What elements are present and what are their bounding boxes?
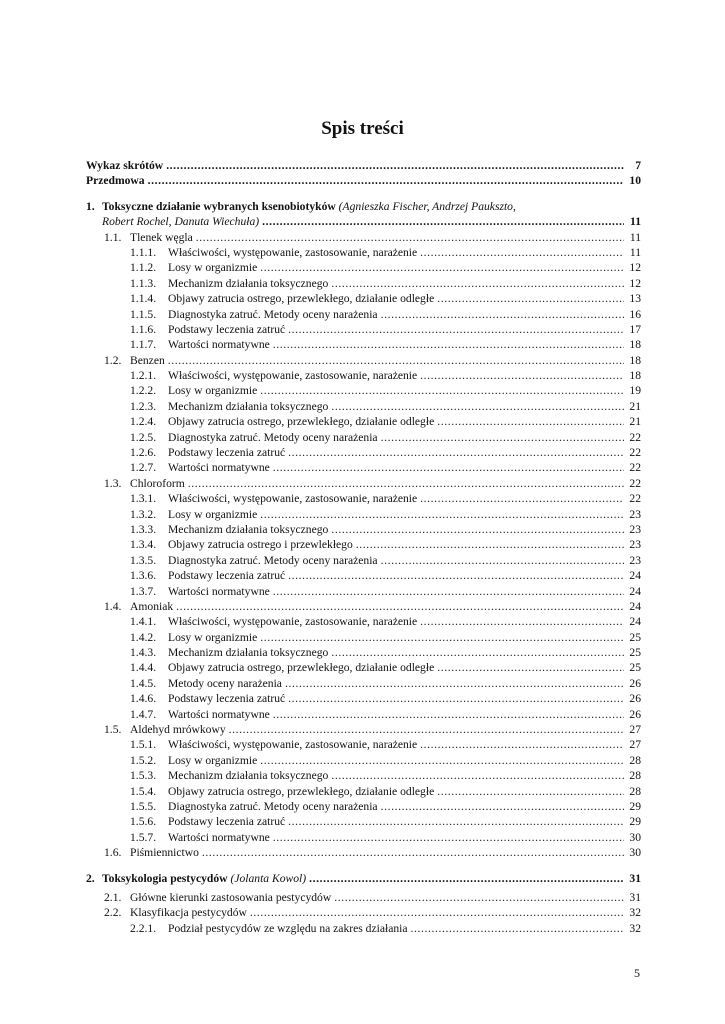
- toc-entry-page: 22: [629, 430, 641, 444]
- toc-subsection[interactable]: [86, 368, 641, 383]
- toc-entry-number: 1.3.1.: [130, 492, 157, 506]
- toc-entry-number: 1.2.4.: [130, 415, 157, 429]
- toc-entry-title: Piśmiennictwo: [130, 846, 199, 860]
- dot-leader: [420, 491, 624, 506]
- toc-entry-page: 16: [629, 307, 641, 321]
- toc-entry-number: 1.1.5.: [130, 307, 157, 321]
- dot-leader: [288, 568, 624, 583]
- toc-entry-number: 1.2.7.: [130, 461, 157, 475]
- toc-entry-title: Wartości normatywne: [168, 338, 270, 352]
- toc-entry-title: Tlenek węgla: [130, 230, 193, 244]
- dot-leader: [420, 737, 624, 752]
- toc-entry-page: 31: [629, 890, 641, 904]
- dot-leader: [331, 645, 624, 660]
- dot-leader: [260, 630, 624, 645]
- dot-leader: [356, 537, 624, 552]
- toc-entry-title: Losy w organizmie: [168, 753, 258, 767]
- toc-subsection[interactable]: [86, 753, 641, 768]
- dot-leader: [273, 584, 624, 599]
- toc-entry-number: 1.1.2.: [130, 261, 157, 275]
- toc-subsection[interactable]: [86, 707, 641, 722]
- toc-subsection[interactable]: [86, 537, 641, 552]
- toc-entry-page: 29: [629, 800, 641, 813]
- toc-entry-front-1[interactable]: [86, 173, 641, 188]
- toc-chapter-1[interactable]: [86, 199, 641, 214]
- toc-entry-number: 1.5.: [104, 723, 122, 737]
- toc-entry-title: Wartości normatywne: [168, 584, 270, 598]
- dot-leader: [176, 599, 624, 614]
- toc-section[interactable]: [86, 890, 641, 905]
- dot-leader: [273, 337, 624, 352]
- dot-leader: [229, 722, 624, 737]
- toc-entry-title: Mechanizm działania toksycznego: [168, 646, 329, 660]
- toc-entry-page: 10: [629, 174, 641, 188]
- toc-entry-page: 24: [629, 584, 641, 598]
- toc-entry-title: Diagnostyka zatruć. Metody oceny narażenia: [168, 430, 378, 444]
- toc-entry-title: Losy w organizmie: [168, 630, 258, 644]
- toc-entry-number: 1.2.3.: [130, 399, 157, 413]
- toc-subsection[interactable]: [86, 661, 641, 676]
- toc-subsection[interactable]: [86, 799, 641, 814]
- toc-entry-number: 1.2.5.: [130, 430, 157, 444]
- dot-leader: [250, 905, 624, 920]
- toc-entry-title: Chloroform: [130, 476, 185, 490]
- toc-entry-title: Właściwości, występowanie, zastosowanie, narażenie: [168, 492, 418, 506]
- toc-entry-page: 29: [629, 815, 641, 829]
- toc-entry-title: Właściwości, występowanie, zastosowanie, narażenie: [168, 738, 418, 752]
- dot-leader: [260, 507, 624, 522]
- toc-subsection[interactable]: [86, 291, 641, 306]
- dot-leader: [411, 921, 624, 936]
- toc-subsection[interactable]: [86, 645, 641, 660]
- toc-entry-page: 22: [629, 476, 641, 490]
- toc-entry-title: Podstawy leczenia zatruć: [168, 322, 286, 336]
- toc-chapter-number: 2.: [86, 871, 95, 885]
- toc-entry-page: 32: [629, 906, 641, 920]
- dot-leader: [148, 173, 624, 188]
- toc-chapter-number: 1.: [86, 199, 95, 213]
- toc-entry-title: Podstawy leczenia zatruć: [168, 569, 286, 583]
- toc-entry-number: 1.1.6.: [130, 322, 157, 336]
- toc-section[interactable]: [86, 905, 641, 920]
- toc-subsection[interactable]: [86, 460, 641, 475]
- toc-entry-title: Podstawy leczenia zatruć: [168, 815, 286, 829]
- toc-entry-page: 11: [630, 215, 641, 229]
- toc-entry-title: Główne kierunki zastosowania pestycydów: [130, 890, 332, 904]
- dot-leader: [437, 660, 624, 675]
- toc-entry-title: Aldehyd mrówkowy: [130, 723, 226, 737]
- dot-leader: [420, 614, 624, 629]
- toc-subsection[interactable]: [86, 522, 641, 537]
- toc-subsection[interactable]: [86, 414, 641, 429]
- toc-entry-number: 1.3.6.: [130, 569, 157, 583]
- toc-section[interactable]: [86, 845, 641, 860]
- dot-leader: [202, 845, 624, 860]
- toc-entry-page: 18: [629, 369, 641, 383]
- dot-leader: [331, 276, 624, 291]
- toc-section[interactable]: [86, 599, 641, 614]
- dot-leader: [288, 691, 624, 706]
- toc-entry-number: 1.1.7.: [130, 338, 157, 352]
- toc-entry-page: 24: [629, 599, 641, 613]
- toc-entry-number: 1.3.2.: [130, 507, 157, 521]
- toc-entry-number: 2.2.: [104, 906, 122, 920]
- toc-subsection[interactable]: [86, 814, 641, 829]
- toc-chapter-authors: Robert Rochel, Danuta Wiechuła: [102, 215, 256, 229]
- dot-leader: [262, 214, 624, 229]
- toc-section[interactable]: [86, 722, 641, 737]
- toc-entry-page: 23: [629, 538, 641, 552]
- toc-entry-page: 28: [629, 784, 641, 798]
- toc-chapter-2[interactable]: [86, 871, 641, 886]
- dot-leader: [260, 753, 624, 768]
- toc-subsection[interactable]: [86, 245, 641, 260]
- toc-entry-page: 28: [629, 769, 641, 783]
- toc-entry-page: 18: [629, 338, 641, 352]
- toc-entry-number: 2.1.: [104, 890, 122, 904]
- toc-entry-page: 24: [629, 569, 641, 583]
- dot-leader: [381, 553, 624, 568]
- toc-subsection[interactable]: [86, 737, 641, 752]
- toc-entry-page: 22: [629, 492, 641, 506]
- toc-subsection[interactable]: [86, 445, 641, 460]
- toc-entry-title: Klasyfikacja pestycydów: [130, 906, 247, 920]
- toc-entry-number: 1.6.: [104, 846, 122, 860]
- toc-entry-number: 1.2.2.: [130, 384, 157, 398]
- toc-entry-title: Objawy zatrucia ostrego, przewlekłego, działanie odległe: [168, 292, 435, 306]
- toc-entry-page: 28: [629, 753, 641, 767]
- toc-entry-number: 1.4.3.: [130, 646, 157, 660]
- toc-chapter-authors: Agnieszka Fischer, Andrzej Paukszto,: [342, 199, 516, 213]
- toc-entry-title: Losy w organizmie: [168, 384, 258, 398]
- toc-chapter-authors: Jolanta Kowol: [234, 871, 303, 885]
- dot-leader: [437, 291, 624, 306]
- dot-leader: [288, 322, 624, 337]
- toc-entry-page: 25: [629, 661, 641, 675]
- chapter-1-sections: [86, 230, 641, 861]
- toc-subsection[interactable]: [86, 630, 641, 645]
- toc-entry-title: Diagnostyka zatruć. Metody oceny narażenia: [168, 553, 378, 567]
- toc-entry-page: 13: [629, 292, 641, 306]
- toc-entry-front-0[interactable]: [86, 158, 641, 173]
- toc-subsection[interactable]: [86, 276, 641, 291]
- toc-entry-title: Diagnostyka zatruć. Metody oceny narażenia: [168, 307, 378, 321]
- toc-entry-page: 23: [629, 507, 641, 521]
- page-title: Spis treści: [321, 118, 404, 139]
- toc-entry-title: Objawy zatrucia ostrego, przewlekłego, działanie odległe: [168, 784, 435, 798]
- page-number: 5: [634, 966, 640, 980]
- toc-subsection[interactable]: [86, 307, 641, 322]
- dot-leader: [273, 460, 624, 475]
- toc-subsection[interactable]: [86, 507, 641, 522]
- toc-entry-page: 23: [629, 522, 641, 536]
- toc-section[interactable]: [86, 476, 641, 491]
- toc-entry-title: Mechanizm działania toksycznego: [168, 399, 329, 413]
- dot-leader: [188, 476, 624, 491]
- toc-entry-number: 1.2.1.: [130, 369, 157, 383]
- chapter-2-sections: [86, 890, 641, 936]
- toc-section[interactable]: [86, 353, 641, 368]
- dot-leader: [168, 353, 624, 368]
- toc-entry-page: 21: [629, 399, 641, 413]
- toc-entry-number: 1.5.3.: [130, 769, 157, 783]
- toc-entry-number: 1.4.2.: [130, 630, 157, 644]
- toc-entry-page: 7: [635, 158, 641, 172]
- toc-entry-title: Mechanizm działania toksycznego: [168, 769, 329, 783]
- dot-leader: [331, 522, 624, 537]
- toc-subsection[interactable]: [86, 768, 641, 783]
- toc-entry-number: 1.5.4.: [130, 784, 157, 798]
- toc-subsection[interactable]: [86, 399, 641, 414]
- toc-entry-page: 12: [629, 276, 641, 290]
- toc-subsection[interactable]: [86, 337, 641, 352]
- toc-entry-number: 1.1.4.: [130, 292, 157, 306]
- toc-entry-page: 25: [629, 630, 641, 644]
- toc-entry-page: 18: [629, 353, 641, 367]
- toc-entry-page: 24: [629, 615, 641, 629]
- toc-subsection[interactable]: [86, 322, 641, 337]
- toc-subsection[interactable]: [86, 568, 641, 583]
- dot-leader: [381, 307, 624, 322]
- toc-entry-page: 22: [629, 461, 641, 475]
- toc-subsection[interactable]: [86, 691, 641, 706]
- toc-entry-number: 2.2.1.: [130, 921, 157, 935]
- toc-entry-page: 17: [629, 322, 641, 336]
- dot-leader: [334, 890, 624, 905]
- toc-entry-number: 1.4.6.: [130, 692, 157, 706]
- toc-entry-number: 1.5.6.: [130, 815, 157, 829]
- toc-entry-page: 26: [629, 692, 641, 706]
- dot-leader: [288, 814, 624, 829]
- toc-entry-number: 1.3.4.: [130, 538, 157, 552]
- toc-entry-page: 23: [629, 553, 641, 567]
- toc-entry-title: Wartości normatywne: [168, 461, 270, 475]
- toc-entry-number: 1.3.5.: [130, 553, 157, 567]
- toc-entry-page: 31: [629, 871, 641, 885]
- toc-subsection[interactable]: [86, 491, 641, 506]
- dot-leader: [309, 871, 624, 886]
- toc-subsection[interactable]: [86, 784, 641, 799]
- toc-entry-page: 22: [629, 446, 641, 460]
- toc-entry-title: Amoniak: [130, 599, 174, 613]
- toc-entry-number: 1.3.7.: [130, 584, 157, 598]
- toc-entry-number: 1.4.5.: [130, 676, 157, 690]
- dot-leader: [437, 784, 624, 799]
- toc-entry-number: 1.5.7.: [130, 830, 157, 844]
- toc-subsection[interactable]: [86, 553, 641, 568]
- toc-entry-number: 1.4.: [104, 599, 122, 613]
- toc-entry-page: 11: [629, 245, 641, 259]
- toc-entry-page: 19: [629, 384, 641, 398]
- toc-entry-title: Diagnostyka zatruć. Metody oceny narażenia: [168, 800, 378, 813]
- dot-leader: [260, 383, 624, 398]
- toc-entry-title: Benzen: [130, 353, 165, 367]
- toc-chapter-title: Toksykologia pestycydów (Jolanta Kowol): [102, 871, 307, 885]
- toc-entry-page: 25: [629, 646, 641, 660]
- toc-entry-number: 1.5.5.: [130, 800, 157, 813]
- toc-entry-title: Wartości normatywne: [168, 830, 270, 844]
- toc-entry-number: 1.4.7.: [130, 707, 157, 721]
- toc-entry-number: 1.3.: [104, 476, 122, 490]
- dot-leader: [331, 768, 624, 783]
- toc-entry-page: 26: [629, 676, 641, 690]
- toc-entry-page: 30: [629, 846, 641, 860]
- toc-subsection[interactable]: [86, 614, 641, 629]
- toc-subsection[interactable]: [86, 260, 641, 275]
- dot-leader: [273, 707, 624, 722]
- toc-entry-title: Objawy zatrucia ostrego i przewlekłego: [168, 538, 353, 552]
- dot-leader: [285, 676, 624, 691]
- dot-leader: [420, 368, 624, 383]
- toc-entry-number: 1.2.: [104, 353, 122, 367]
- toc-entry-page: 26: [629, 707, 641, 721]
- toc-entry-page: 21: [629, 415, 641, 429]
- toc-entry-number: 1.4.4.: [130, 661, 157, 675]
- toc-entry-title: Wykaz skrótów: [86, 158, 164, 172]
- toc-subsection[interactable]: [86, 584, 641, 599]
- table-of-contents: [86, 158, 641, 936]
- toc-entry-number: 1.1.3.: [130, 276, 157, 290]
- toc-entry-title: Mechanizm działania toksycznego: [168, 522, 329, 536]
- dot-leader: [196, 230, 624, 245]
- dot-leader: [381, 799, 624, 814]
- toc-subsection[interactable]: [86, 383, 641, 398]
- toc-chapter-title: Toksyczne działanie wybranych ksenobiotyków (Agnieszka Fischer, Andrzej Paukszto,: [102, 199, 516, 213]
- dot-leader: [260, 260, 624, 275]
- toc-entry-title: Podział pestycydów ze względu na zakres działania: [168, 921, 408, 935]
- toc-entry-title: Właściwości, występowanie, zastosowanie, narażenie: [168, 615, 418, 629]
- dot-leader: [381, 430, 624, 445]
- toc-entry-title: Przedmowa: [86, 174, 145, 188]
- dot-leader: [166, 158, 624, 173]
- toc-entry-title: Losy w organizmie: [168, 261, 258, 275]
- toc-entry-number: 1.5.2.: [130, 753, 157, 767]
- toc-entry-number: 1.4.1.: [130, 615, 157, 629]
- dot-leader: [288, 445, 624, 460]
- toc-entry-title: Właściwości, występowanie, zastosowanie, narażenie: [168, 369, 418, 383]
- toc-entry-title: Objawy zatrucia ostrego, przewlekłego, działanie odległe: [168, 415, 435, 429]
- toc-entry-title: Mechanizm działania toksycznego: [168, 276, 329, 290]
- toc-entry-page: 30: [629, 830, 641, 844]
- toc-entry-number: 1.1.: [104, 230, 122, 244]
- toc-entry-number: 1.1.1.: [130, 245, 157, 259]
- toc-entry-title: Objawy zatrucia ostrego, przewlekłego, działanie odległe: [168, 661, 435, 675]
- toc-entry-title: Podstawy leczenia zatruć: [168, 446, 286, 460]
- toc-entry-number: 1.2.6.: [130, 446, 157, 460]
- dot-leader: [273, 830, 624, 845]
- toc-subsection[interactable]: [86, 921, 641, 936]
- toc-entry-page: 32: [629, 921, 641, 935]
- toc-subsection[interactable]: [86, 430, 641, 445]
- toc-entry-title: Podstawy leczenia zatruć: [168, 692, 286, 706]
- toc-subsection[interactable]: [86, 830, 641, 845]
- toc-entry-page: 11: [629, 230, 641, 244]
- toc-section[interactable]: [86, 230, 641, 245]
- dot-leader: [331, 399, 624, 414]
- toc-chapter-1-continued[interactable]: Robert Rochel, Danuta Wiechuła) ..... 11: [86, 214, 641, 229]
- toc-entry-title: Losy w organizmie: [168, 507, 258, 521]
- toc-entry-page: 27: [629, 738, 641, 752]
- toc-entry-title: Metody oceny narażenia: [168, 676, 282, 690]
- toc-entry-title: Wartości normatywne: [168, 707, 270, 721]
- dot-leader: [437, 414, 624, 429]
- toc-entry-number: 1.3.3.: [130, 522, 157, 536]
- toc-subsection[interactable]: [86, 676, 641, 691]
- toc-entry-number: 1.5.1.: [130, 738, 157, 752]
- toc-entry-title: Właściwości, występowanie, zastosowanie, narażenie: [168, 245, 418, 259]
- dot-leader: [420, 245, 624, 260]
- toc-entry-page: 27: [629, 723, 641, 737]
- toc-entry-page: 12: [629, 261, 641, 275]
